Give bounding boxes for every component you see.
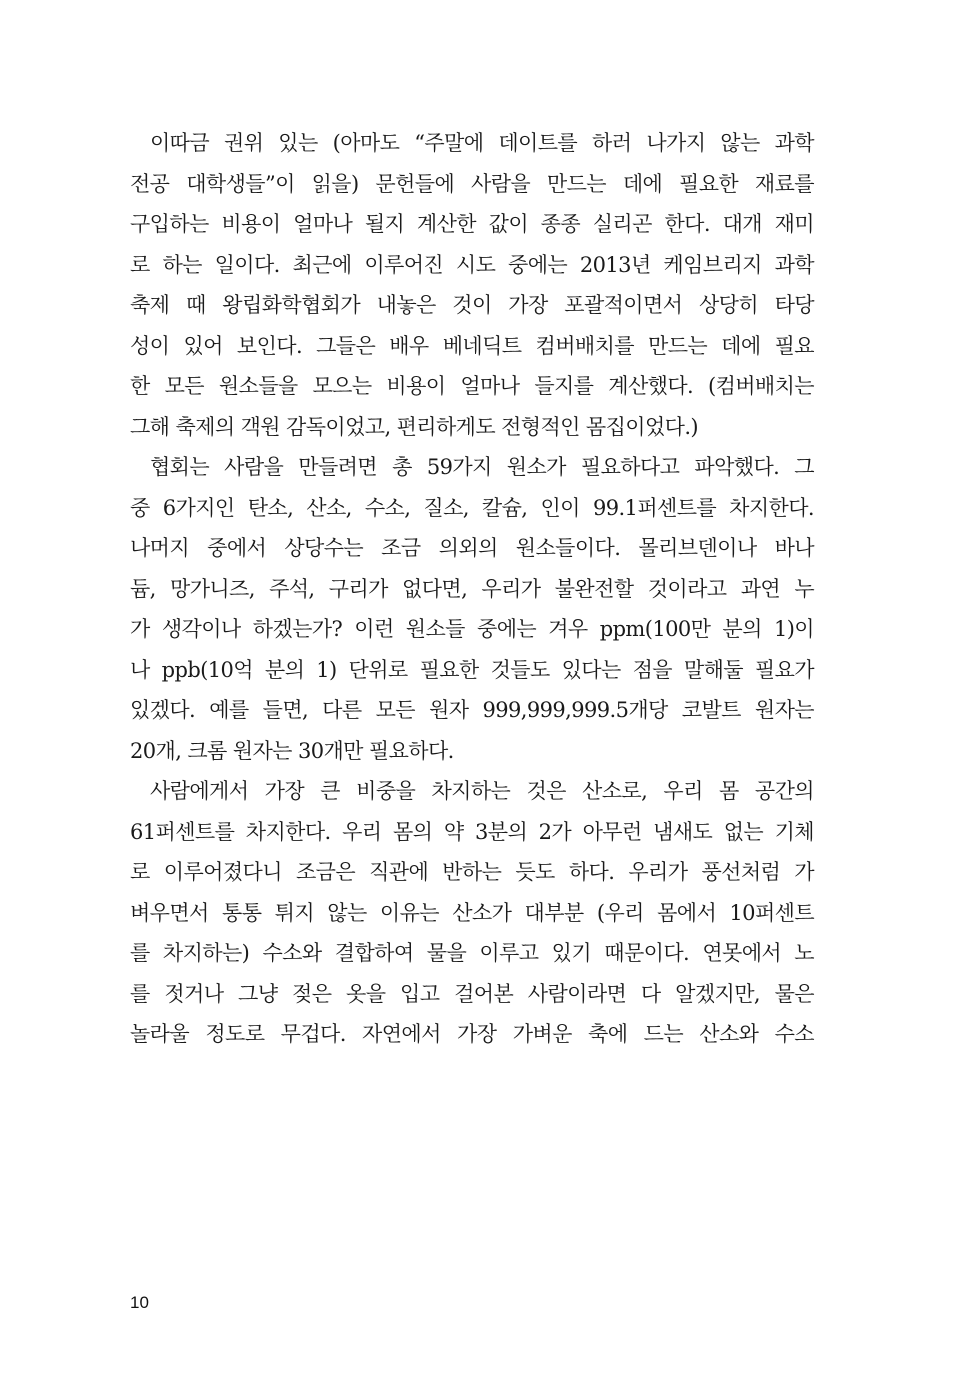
paragraph-1-line-3: 구입하는 비용이 얼마나 될지 계산한 값이 종종 실리곤 한다. 대개 재미 — [130, 212, 814, 236]
paragraph-3-line-4: 벼우면서 통통 튀지 않는 이유는 산소가 대부분 (우리 몸에서 10퍼센트 — [130, 900, 814, 925]
paragraph-1-line-4: 로 하는 일이다. 최근에 이루어진 시도 중에는 2013년 케임브리지 과학 — [130, 252, 814, 277]
paragraph-3-line-3: 로 이루어졌다니 조금은 직관에 반하는 듯도 하다. 우리가 풍선처럼 가 — [130, 860, 814, 884]
paragraph-3-line-5: 를 차지하는) 수소와 결합하여 물을 이루고 있기 때문이다. 연못에서 노 — [130, 941, 814, 965]
paragraph-2-line-5: 가 생각이나 하겠는가? 이런 원소들 중에는 겨우 ppm(100만 분의 1)이 — [130, 617, 814, 641]
paragraph-2-line-1: 협회는 사람을 만들려면 총 59가지 원소가 필요하다고 파악했다. 그 — [150, 455, 814, 479]
page-number: 10 — [130, 1293, 149, 1312]
paragraph-1-line-1: 이따금 권위 있는 (아마도 “주말에 데이트를 하러 나가지 않는 과학 — [150, 131, 814, 155]
paragraph-2-line-2: 중 6가지인 탄소, 산소, 수소, 질소, 칼슘, 인이 99.1퍼센트를 차지한다. — [130, 495, 814, 520]
paragraph-1-line-5: 축제 때 왕립화학협회가 내놓은 것이 가장 포괄적이면서 상당히 타당 — [130, 293, 814, 317]
paragraph-1-line-7: 한 모든 원소들을 모으는 비용이 얼마나 들지를 계산했다. (컴버배치는 — [130, 374, 814, 398]
paragraph-3-line-1: 사람에게서 가장 큰 비중을 차지하는 것은 산소로, 우리 몸 공간의 — [150, 779, 814, 803]
paragraph-1-line-8: 그해 축제의 객원 감독이었고, 편리하게도 전형적인 몸집이었다.) — [130, 414, 699, 439]
paragraph-3-line-7: 놀라울 정도로 무겁다. 자연에서 가장 가벼운 축에 드는 산소와 수소 — [130, 1022, 814, 1046]
paragraph-2-line-4: 듐, 망가니즈, 주석, 구리가 없다면, 우리가 불완전할 것이라고 과연 누 — [130, 576, 814, 601]
paragraph-1-line-6: 성이 있어 보인다. 그들은 배우 베네딕트 컴버배치를 만드는 데에 필요 — [130, 333, 814, 358]
paragraph-2-line-8: 20개, 크롬 원자는 30개만 필요하다. — [130, 738, 454, 763]
paragraph-2-line-7: 있겠다. 예를 들면, 다른 모든 원자 999,999,999.5개당 코발트 원자는 — [130, 698, 814, 722]
paragraph-2-line-3: 나머지 중에서 상당수는 조금 의외의 원소들이다. 몰리브덴이나 바나 — [130, 536, 814, 560]
paragraph-3-line-2: 61퍼센트를 차지한다. 우리 몸의 약 3분의 2가 아무런 냄새도 없는 기체 — [130, 819, 814, 844]
body-text — [130, 123, 814, 1055]
paragraph-3-line-6: 를 젓거나 그냥 젖은 옷을 입고 걸어본 사람이라면 다 알겠지만, 물은 — [130, 981, 814, 1006]
paragraph-2-line-6: 나 ppb(10억 분의 1) 단위로 필요한 것들도 있다는 점을 말해둘 필요가 — [130, 657, 814, 682]
paragraph-1-line-2: 전공 대학생들”이 읽을) 문헌들에 사람을 만드는 데에 필요한 재료를 — [130, 171, 814, 196]
